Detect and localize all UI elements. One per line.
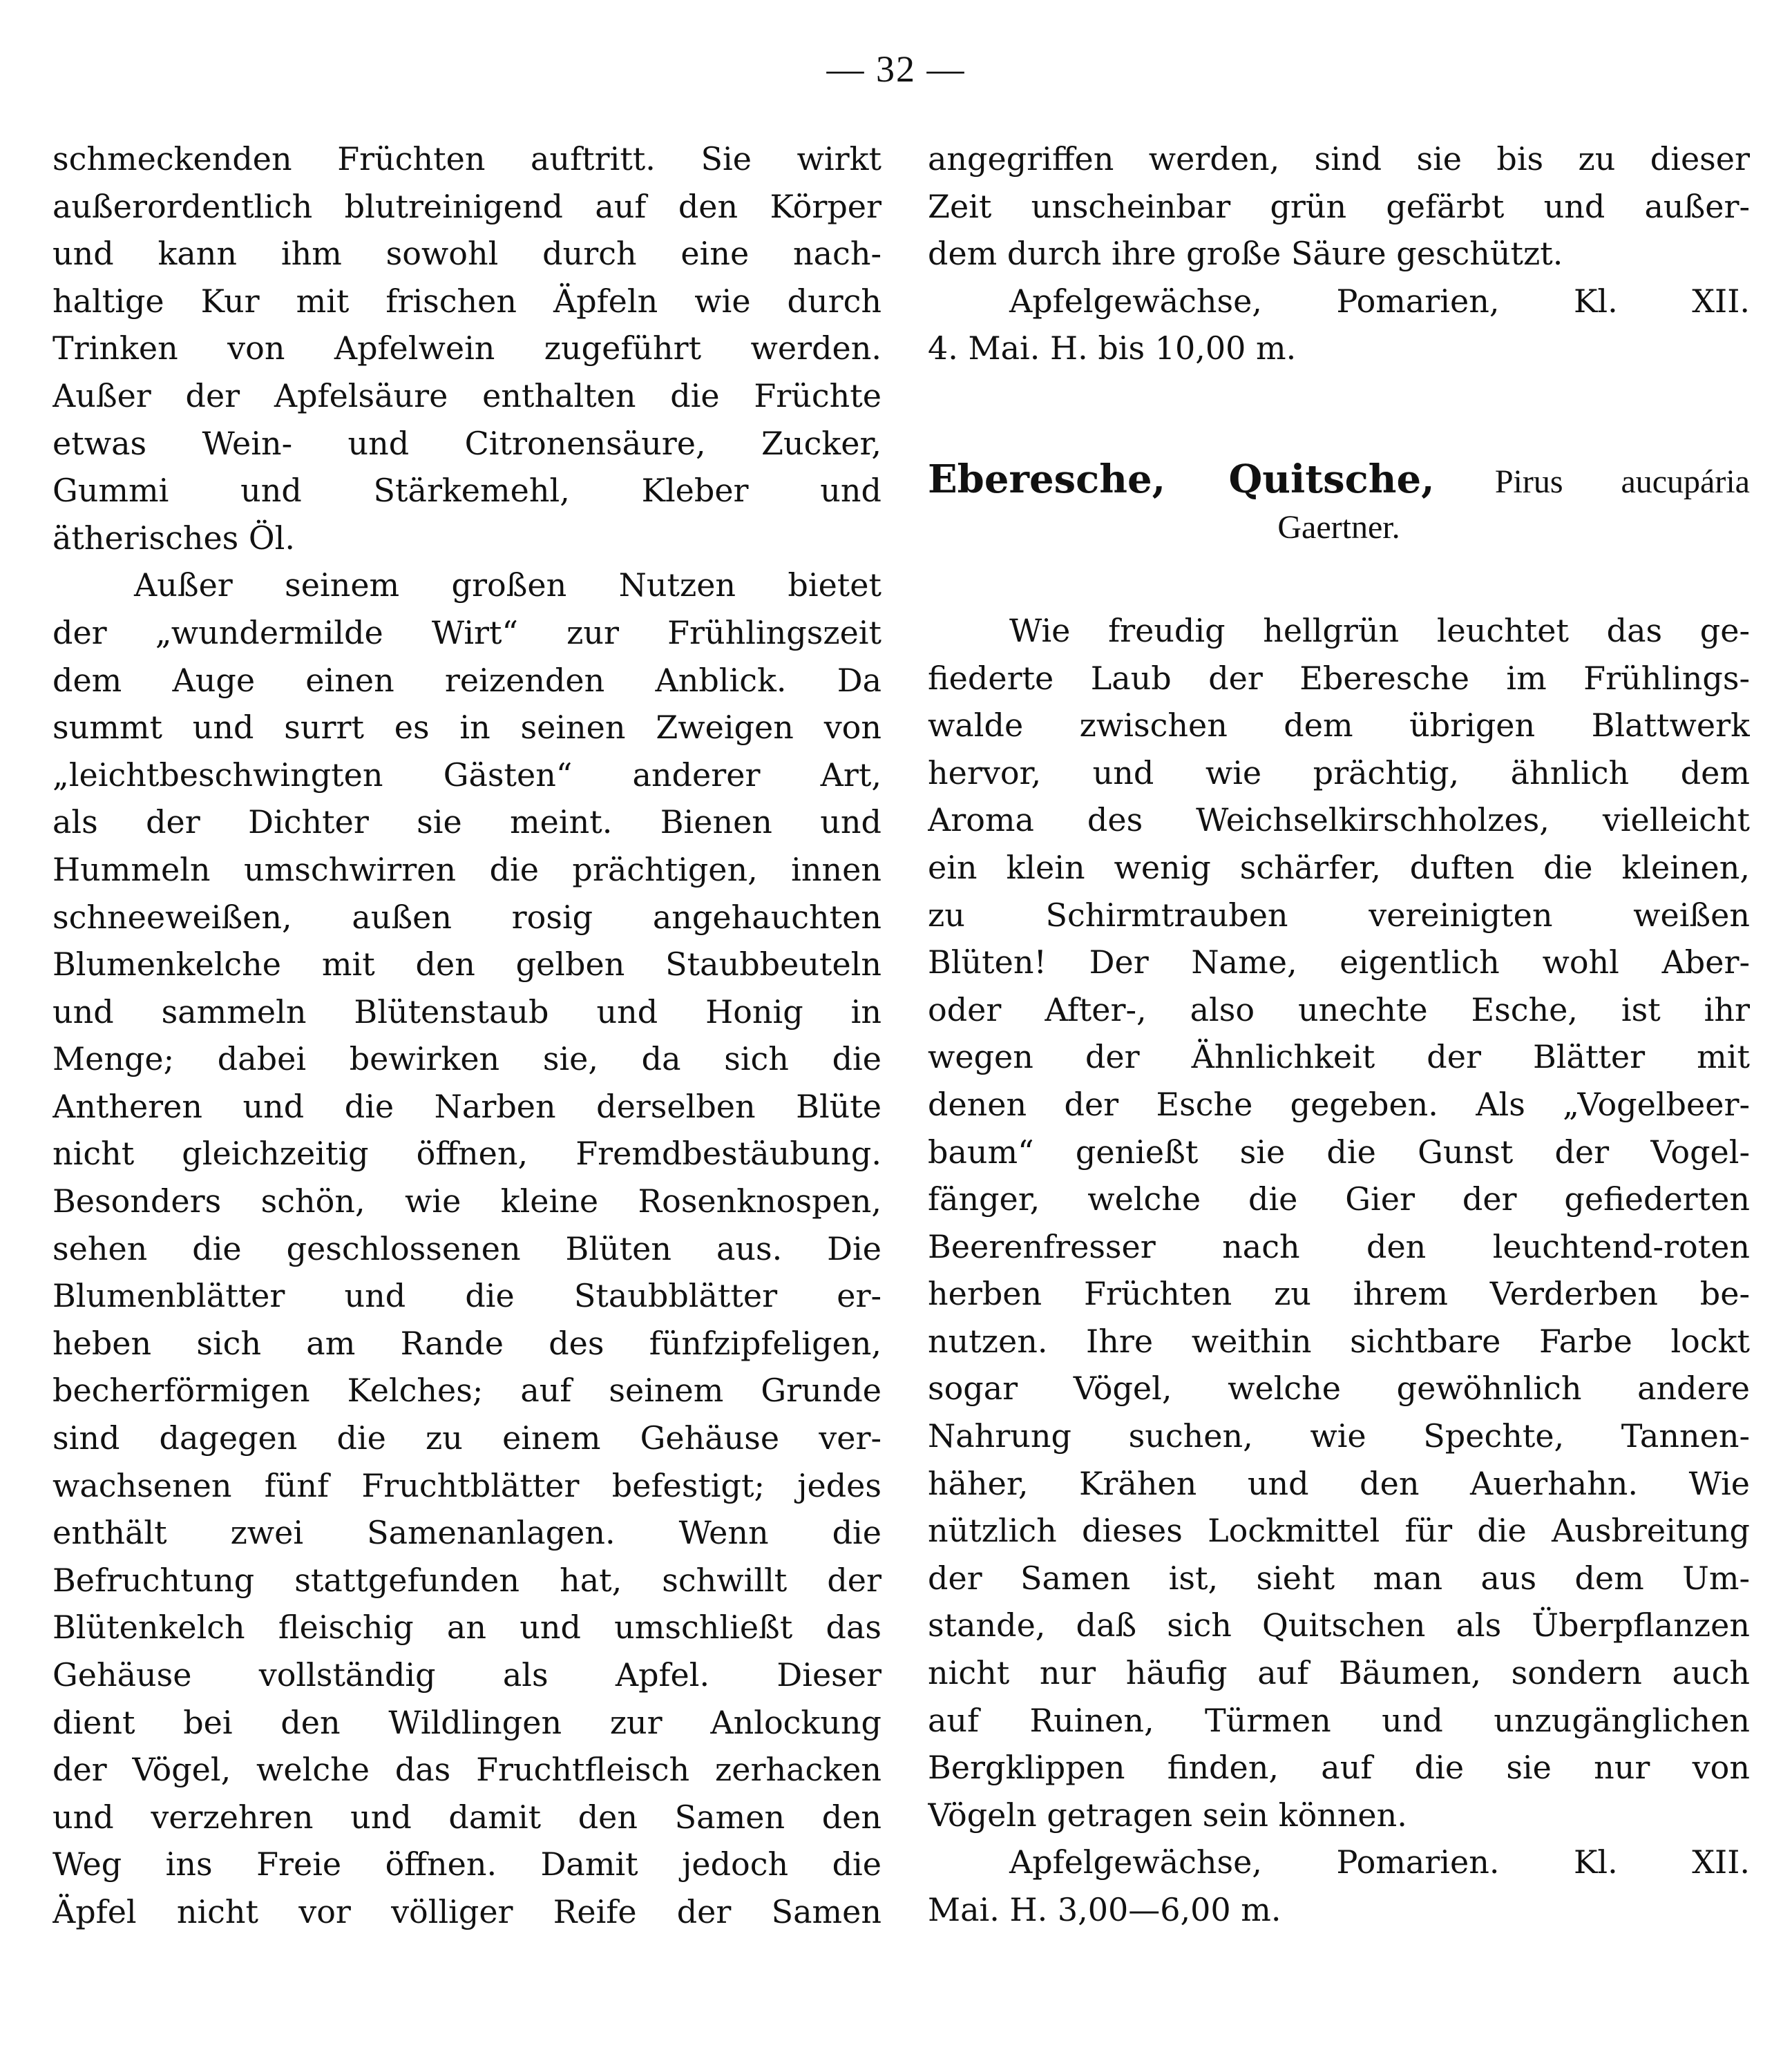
- text-line: sehen die geschlossenen Blüten aus. Die: [53, 1229, 881, 1267]
- heading-latin-name: Pirus aucupária: [1494, 463, 1750, 500]
- text-line: Gummi und Stärkemehl, Kleber und: [53, 472, 881, 510]
- text-line: Blüten! Der Name, eigentlich wohl Aber-: [928, 943, 1750, 981]
- text-line: der „wundermilde Wirt“ zur Frühlingszeit: [53, 613, 881, 651]
- text-line: Besonders schön, wie kleine Rosenknospen,: [53, 1182, 881, 1220]
- heading-gap: [928, 552, 1750, 607]
- text-line: Außer seinem großen Nutzen bietet: [134, 566, 881, 604]
- classification-line: Apfelgewächse, Pomarien. Kl. XII.: [1009, 1843, 1750, 1881]
- text-line: enthält zwei Samenanlagen. Wenn die: [53, 1514, 881, 1552]
- text-line: und verzehren und damit den Samen den: [53, 1798, 881, 1836]
- text-line: Außer der Apfelsäure enthalten die Früchte: [53, 376, 881, 414]
- text-line: dient bei den Wildlingen zur Anlockung: [53, 1703, 881, 1741]
- text-line: und kann ihm sowohl durch eine nach-: [53, 235, 881, 273]
- text-line: Menge; dabei bewirken sie, da sich die: [53, 1040, 881, 1078]
- text-line: wachsenen fünf Fruchtblätter befestigt; jedes: [53, 1466, 881, 1504]
- text-line: Wie freudig hellgrün leuchtet das ge-: [1009, 611, 1750, 649]
- text-line: Beerenfresser nach den leuchtend-roten: [928, 1227, 1750, 1265]
- text-line: Vögeln getragen sein können.: [928, 1796, 1407, 1834]
- text-line: sogar Vögel, welche gewöhnlich andere: [928, 1370, 1750, 1408]
- text-line: der Samen ist, sieht man aus dem Um-: [928, 1559, 1750, 1597]
- text-line: Blütenkelch fleischig an und umschließt das: [53, 1609, 881, 1647]
- text-line: ein klein wenig schärfer, duften die kleinen,: [928, 848, 1750, 886]
- text-line: Zeit unscheinbar grün gefärbt und außer-: [928, 187, 1750, 225]
- text-line: wegen der Ähnlichkeit der Blätter mit: [928, 1038, 1750, 1076]
- text-line: „leichtbeschwingten Gästen“ anderer Art,: [53, 756, 881, 794]
- text-line: und sammeln Blütenstaub und Honig in: [53, 992, 881, 1030]
- text-line: 4. Mai. H. bis 10,00 m.: [928, 329, 1297, 367]
- section-heading: [928, 455, 1750, 503]
- text-line: dem Auge einen reizenden Anblick. Da: [53, 661, 881, 699]
- text-line: Äpfel nicht vor völliger Reife der Samen: [53, 1892, 881, 1930]
- text-line: denen der Esche gegeben. Als „Vogelbeer-: [928, 1085, 1750, 1123]
- text-line: zu Schirmtrauben vereinigten weißen: [928, 896, 1750, 934]
- page-number: — 32 —: [826, 48, 966, 90]
- section-gap: [928, 372, 1750, 455]
- text-line: Nahrung suchen, wie Spechte, Tannen-: [928, 1417, 1750, 1455]
- text-line: oder After-, also unechte Esche, ist ihr: [928, 990, 1750, 1028]
- text-line: auf Ruinen, Türmen und unzugänglichen: [928, 1701, 1750, 1739]
- text-line: Aroma des Weichselkirschholzes, vielleicht: [928, 801, 1750, 839]
- text-line: häher, Krähen und den Auerhahn. Wie: [928, 1464, 1750, 1502]
- text-line: walde zwischen dem übrigen Blattwerk: [928, 707, 1750, 745]
- text-line: nützlich dieses Lockmittel für die Ausbreitung: [928, 1512, 1750, 1550]
- classification-line: Mai. H. 3,00—6,00 m.: [928, 1891, 1281, 1928]
- text-line: Befruchtung stattgefunden hat, schwillt der: [53, 1561, 881, 1599]
- text-line: baum“ genießt sie die Gunst der Vogel-: [928, 1133, 1750, 1171]
- text-line: Weg ins Freie öffnen. Damit jedoch die: [53, 1845, 881, 1883]
- left-column: [53, 135, 881, 1936]
- text-line: Bergklippen finden, auf die sie nur von: [928, 1749, 1750, 1787]
- text-line: angegriffen werden, sind sie bis zu dieser: [928, 140, 1750, 178]
- text-line: Antheren und die Narben derselben Blüte: [53, 1087, 881, 1125]
- text-line: nicht nur häufig auf Bäumen, sondern auch: [928, 1654, 1750, 1692]
- text-line: Apfelgewächse, Pomarien, Kl. XII.: [1009, 282, 1750, 320]
- heading-author: Gaertner.: [1277, 508, 1400, 546]
- text-line: sind dagegen die zu einem Gehäuse ver-: [53, 1419, 881, 1457]
- text-line: schneeweißen, außen rosig angehauchten: [53, 898, 881, 936]
- text-line: ätherisches Öl.: [53, 519, 295, 557]
- text-line: als der Dichter sie meint. Bienen und: [53, 803, 881, 841]
- text-line: Gehäuse vollständig als Apfel. Dieser: [53, 1656, 881, 1694]
- text-line: nicht gleichzeitig öffnen, Fremdbestäubung.: [53, 1135, 881, 1173]
- text-line: heben sich am Rande des fünfzipfeligen,: [53, 1324, 881, 1362]
- text-line: Hummeln umschwirren die prächtigen, innen: [53, 850, 881, 888]
- text-line: haltige Kur mit frischen Äpfeln wie durch: [53, 282, 881, 320]
- heading-common-name: Eberesche, Quitsche,: [928, 456, 1435, 502]
- right-column: [928, 135, 1750, 1934]
- text-line: becherförmigen Kelches; auf seinem Grunde: [53, 1372, 881, 1410]
- text-line: hervor, und wie prächtig, ähnlich dem: [928, 754, 1750, 792]
- text-line: Trinken von Apfelwein zugeführt werden.: [53, 329, 881, 367]
- text-line: dem durch ihre große Säure geschützt.: [928, 235, 1563, 273]
- text-line: Blumenkelche mit den gelben Staubbeuteln: [53, 946, 881, 984]
- text-line: etwas Wein- und Citronensäure, Zucker,: [53, 424, 881, 462]
- text-line: schmeckenden Früchten auftritt. Sie wirkt: [53, 140, 881, 178]
- text-line: fänger, welche die Gier der gefiederten: [928, 1180, 1750, 1218]
- text-line: herben Früchten zu ihrem Verderben be-: [928, 1275, 1750, 1313]
- text-line: der Vögel, welche das Fruchtfleisch zerhacken: [53, 1751, 881, 1789]
- text-line: fiederte Laub der Eberesche im Frühlings-: [928, 659, 1750, 697]
- text-line: nutzen. Ihre weithin sichtbare Farbe lockt: [928, 1322, 1750, 1360]
- text-line: Blumenblätter und die Staubblätter er-: [53, 1277, 881, 1315]
- text-line: außerordentlich blutreinigend auf den Körper: [53, 187, 881, 225]
- text-line: stande, daß sich Quitschen als Überpflanzen: [928, 1606, 1750, 1644]
- text-line: summt und surrt es in seinen Zweigen von: [53, 709, 881, 747]
